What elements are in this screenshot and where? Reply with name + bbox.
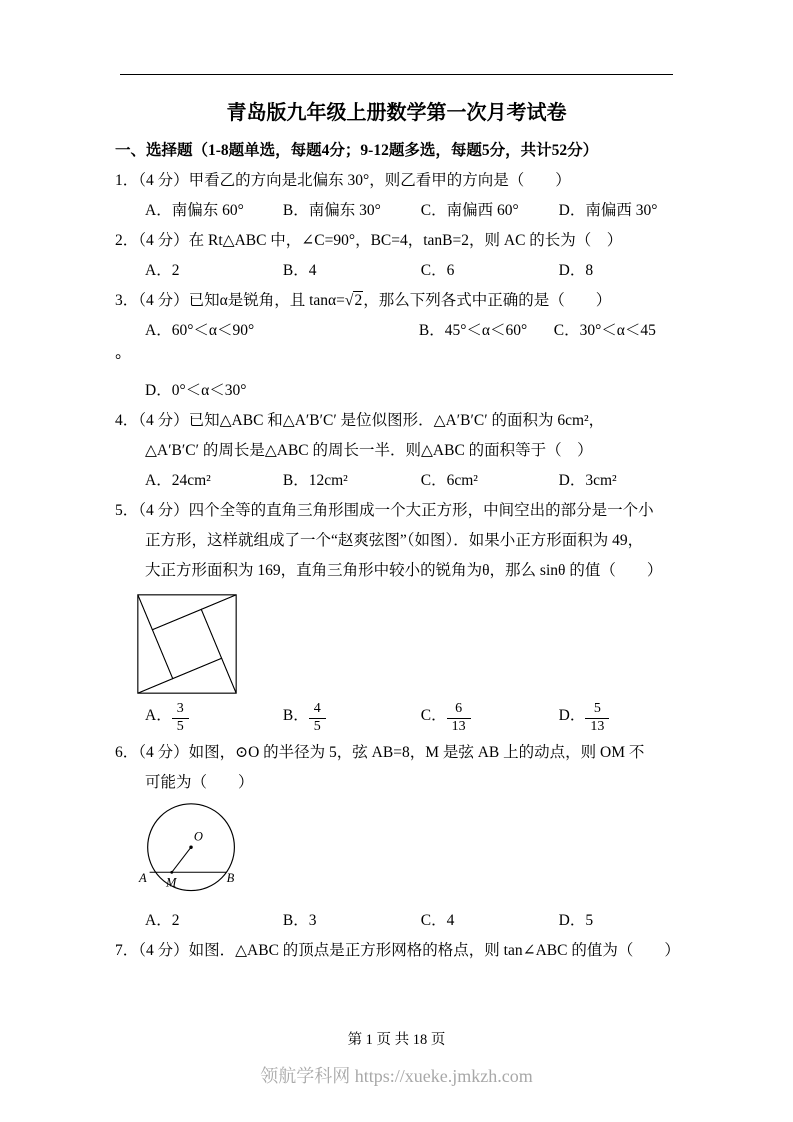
- option-d: D．5: [558, 911, 594, 929]
- option-c: [421, 701, 555, 735]
- q2-options: [145, 256, 681, 286]
- zhao-shuang-diagram: [135, 592, 239, 696]
- q6-stem-line1: 6．（4 分）如图，⊙O 的半径为 5，弦 AB=8，M 是弦 AB 上的动点，则 OM 不: [115, 743, 645, 761]
- fraction-numerator: 5: [585, 702, 609, 719]
- option-c: C．南偏西 60°: [420, 202, 519, 219]
- option-b: B．4: [282, 262, 317, 279]
- label-b: B: [226, 870, 235, 885]
- fraction: [447, 702, 471, 734]
- question-4: [115, 406, 681, 496]
- q6-stem-line2: 可能为（ ）: [145, 773, 254, 791]
- q6-figure: [133, 800, 681, 906]
- q4-stem-line2: △A′B′C′ 的周长是△ABC 的周长一半．则△ABC 的面积等于（ ）: [145, 442, 593, 459]
- option-a: A．2: [145, 262, 180, 279]
- q1-stem: 1．（4 分）甲看乙的方向是北偏东 30°，则乙看甲的方向是（ ）: [115, 172, 571, 189]
- circle-chord-diagram: [133, 800, 251, 906]
- q3-option-d: D．0°＜α＜30°: [145, 382, 247, 399]
- exam-content: [115, 136, 681, 966]
- option-label: B．: [282, 707, 309, 724]
- option-b: B．45°＜α＜60°: [418, 322, 528, 339]
- q5-stem-line3: 大正方形面积为 169，直角三角形中较小的锐角为θ，那么 sinθ 的值（ ）: [145, 562, 663, 579]
- label-m: M: [165, 875, 177, 890]
- option-b: B．12cm²: [282, 472, 348, 489]
- fraction: [585, 702, 609, 734]
- option-d: [559, 701, 610, 735]
- fraction-numerator: 4: [309, 702, 326, 719]
- page-title: 青岛版九年级上册数学第一次月考试卷: [226, 102, 567, 124]
- q3-wrap-char: °: [115, 352, 122, 369]
- option-a: A．24cm²: [145, 472, 211, 489]
- label-o: O: [193, 829, 203, 844]
- radical-sign: √: [344, 292, 354, 309]
- q7-stem: 7．（4 分）如图．△ABC 的顶点是正方形网格的格点，则 tan∠ABC 的值为（ ）: [115, 941, 680, 959]
- option-a: A．2: [145, 911, 180, 929]
- q5-options: [145, 701, 681, 735]
- option-b: B．南偏东 30°: [282, 202, 381, 219]
- fraction-numerator: 6: [447, 702, 471, 719]
- option-c: C．4: [420, 911, 455, 929]
- option-b: [283, 701, 417, 735]
- q3-options-line1: [145, 316, 681, 346]
- q4-stem-line1: 4．（4 分）已知△ABC 和△A′B′C′ 是位似图形．△A′B′C′ 的面积为 6cm²，: [115, 412, 605, 429]
- question-3: [115, 286, 681, 406]
- q2-stem: 2．（4 分）在 Rt△ABC 中，∠C=90°，BC=4，tanB=2，则 AC 的长为（ ）: [115, 232, 623, 249]
- watermark: 领航学科网 https://xueke.jmkzh.com: [260, 1066, 533, 1086]
- q3-stem: [115, 286, 681, 316]
- q3-stem-post: ，那么下列各式中正确的是（ ）: [363, 292, 612, 309]
- radicand: 2: [354, 292, 363, 309]
- option-b: B．3: [282, 911, 317, 929]
- option-a: [145, 701, 279, 735]
- q5-figure: [135, 592, 681, 696]
- option-d: D．南偏西 30°: [558, 202, 658, 219]
- option-label: D．: [558, 707, 586, 724]
- question-2: [115, 226, 681, 286]
- q5-stem-line2: 正方形，这样就组成了一个“赵爽弦图”（如图）．如果小正方形面积为 49，: [145, 532, 644, 549]
- question-5: [115, 496, 681, 735]
- fraction: [309, 702, 326, 734]
- q5-stem-line1: 5．（4 分）四个全等的直角三角形围成一个大正方形，中间空出的部分是一个小: [115, 502, 654, 519]
- q4-options: [145, 466, 681, 496]
- option-c: C．6cm²: [420, 472, 478, 489]
- fraction-denominator: 13: [590, 719, 605, 734]
- option-d: D．3cm²: [558, 472, 617, 489]
- page-number: 第 1 页 共 18 页: [347, 1032, 446, 1048]
- q6-options: [145, 906, 681, 936]
- option-c: C．6: [420, 262, 455, 279]
- q3-stem-pre: 3．（4 分）已知α是锐角，且 tanα=: [115, 292, 345, 309]
- option-c: C．30°＜α＜45: [553, 322, 656, 339]
- question-7: [115, 936, 681, 966]
- question-1: [115, 166, 681, 226]
- option-label: A．: [145, 707, 172, 724]
- question-6: [115, 738, 681, 936]
- fraction-numerator: 3: [172, 702, 189, 719]
- q1-options: [145, 196, 681, 226]
- option-a: A．南偏东 60°: [145, 202, 244, 219]
- header-rule: [120, 74, 673, 75]
- option-a: A．60°＜α＜90°: [145, 322, 255, 339]
- fraction-denominator: 5: [176, 719, 184, 734]
- fraction-denominator: 13: [451, 719, 466, 734]
- fraction: [172, 702, 189, 734]
- option-d: D．8: [558, 262, 594, 279]
- section-header: 一、选择题（1-8题单选，每题4分；9-12题多选，每题5分，共计52分）: [115, 142, 599, 159]
- fraction-denominator: 5: [313, 719, 321, 734]
- label-a: A: [139, 870, 147, 885]
- option-label: C．: [420, 707, 447, 724]
